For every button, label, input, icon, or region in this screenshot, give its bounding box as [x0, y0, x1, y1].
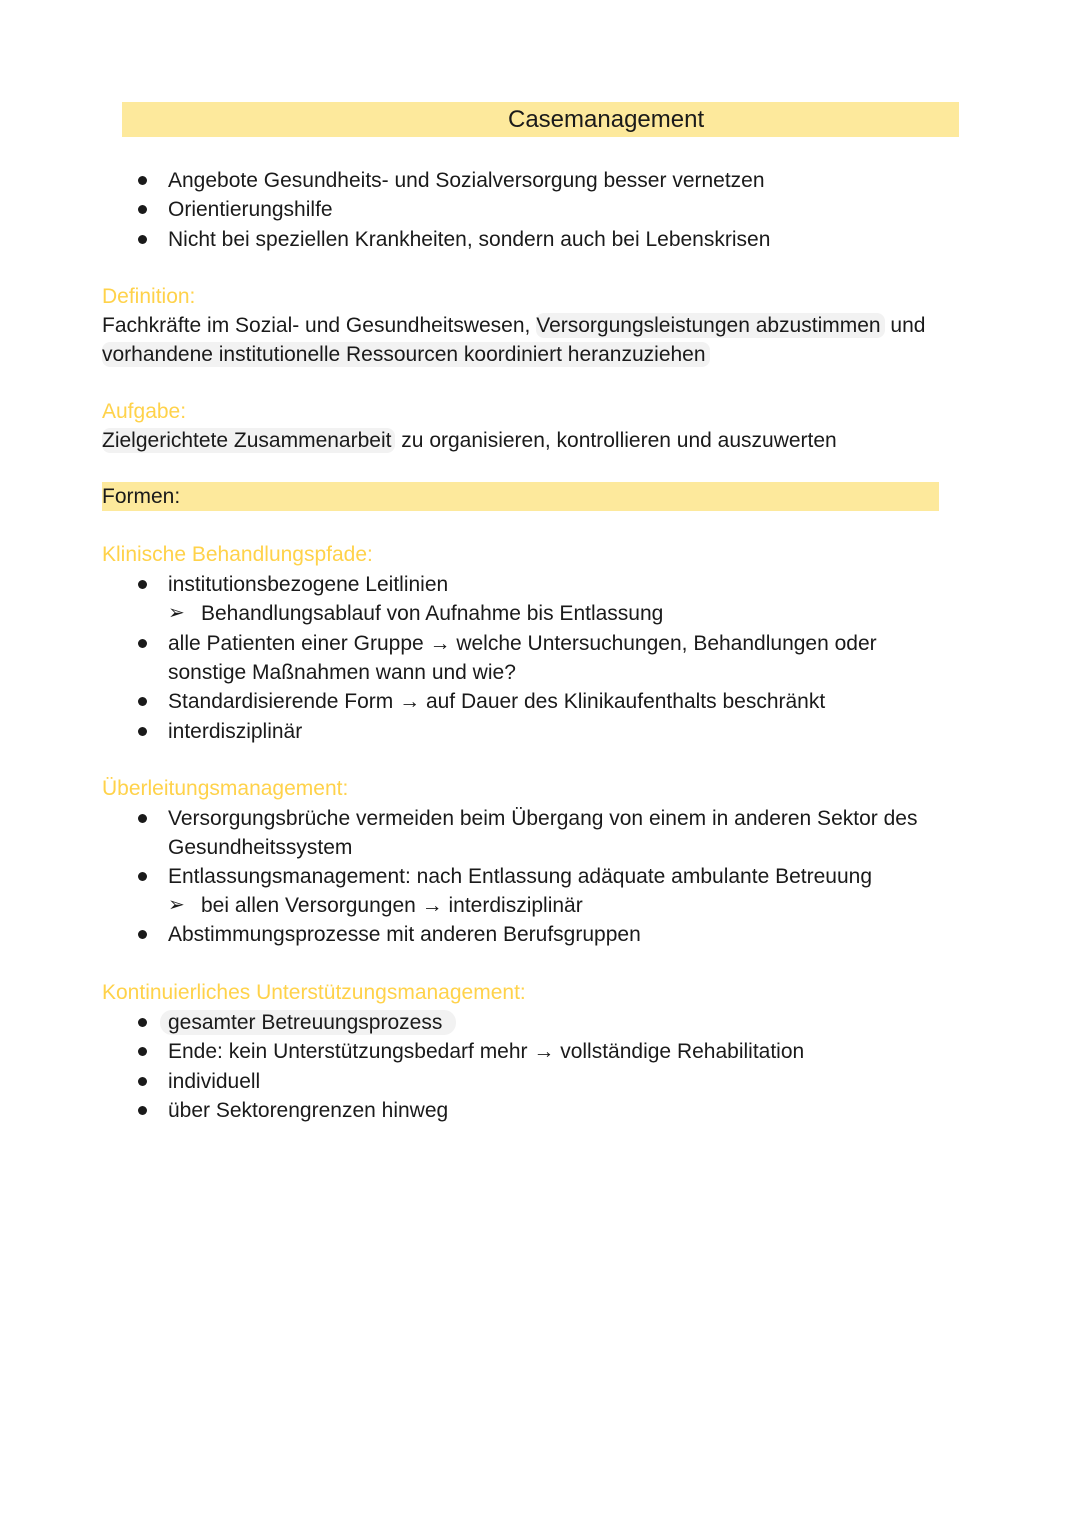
bullet-dot-icon: [138, 872, 147, 881]
bullet-dot-icon: [138, 235, 147, 244]
bullet-dot-icon: [138, 1018, 147, 1027]
bullet-dot-icon: [138, 1047, 147, 1056]
aufgabe-text: [102, 426, 837, 455]
ueberleitung-sub-bullet: bei allen Versorgungen → interdisziplinär: [201, 894, 583, 917]
bullet-dot-icon: [138, 930, 147, 939]
ueberleitung-bullet: Versorgungsbrüche vermeiden beim Übergang von einem in anderen Sektor des: [168, 807, 918, 830]
kontinuierlich-bullet: über Sektorengrenzen hinweg: [168, 1099, 449, 1122]
kontinuierlich-heading: Kontinuierliches Unterstützungsmanagement:: [102, 981, 526, 1004]
ueberleitung-heading: Überleitungsmanagement:: [102, 777, 349, 800]
klinische-bullet: Standardisierende Form → auf Dauer des Klinikaufenthalts beschränkt: [168, 690, 826, 713]
ueberleitung-bullet: Abstimmungsprozesse mit anderen Berufsgruppen: [168, 923, 641, 946]
aufgabe-heading: Aufgabe:: [102, 400, 187, 423]
formen-highlight: [102, 482, 939, 511]
klinische-bullet: interdisziplinär: [168, 720, 303, 743]
klinische-bullet: alle Patienten einer Gruppe → welche Untersuchungen, Behandlungen oder: [168, 632, 877, 655]
klinische-bullet-continuation: sonstige Maßnahmen wann und wie?: [168, 661, 516, 684]
aufgabe-highlight: Zielgerichtete Zusammenarbeit: [102, 428, 395, 453]
bullet-dot-icon: [138, 580, 147, 589]
klinische-bullet: institutionsbezogene Leitlinien: [168, 573, 449, 596]
klinische-sub-bullet: Behandlungsablauf von Aufnahme bis Entlassung: [201, 602, 664, 625]
bullet-dot-icon: [138, 1106, 147, 1115]
arrowhead-icon: ➢: [168, 602, 185, 624]
formen-heading: Formen:: [102, 485, 181, 508]
ueberleitung-bullet-continuation: Gesundheitssystem: [168, 836, 353, 859]
definition-highlight: vorhandene institutionelle Ressourcen koordiniert heranzuziehen: [102, 342, 710, 367]
intro-bullet: Angebote Gesundheits- und Sozialversorgung besser vernetzen: [168, 169, 765, 192]
bullet-dot-icon: [138, 1077, 147, 1086]
bullet-dot-icon: [138, 814, 147, 823]
bullet-dot-icon: [138, 697, 147, 706]
kontinuierlich-bullet: individuell: [168, 1070, 261, 1093]
kontinuierlich-bullet: Ende: kein Unterstützungsbedarf mehr → vollständige Rehabilitation: [168, 1040, 805, 1063]
intro-bullet: Orientierungshilfe: [168, 198, 333, 221]
kontinuierlich-bullet: [160, 1008, 456, 1037]
definition-text-line-2: [102, 340, 710, 369]
definition-text-part: Fachkräfte im Sozial- und Gesundheitswesen,: [102, 314, 537, 337]
intro-bullet: Nicht bei speziellen Krankheiten, sondern auch bei Lebenskrisen: [168, 228, 771, 251]
bullet-dot-icon: [138, 205, 147, 214]
ueberleitung-bullet: Entlassungsmanagement: nach Entlassung adäquate ambulante Betreuung: [168, 865, 872, 888]
bullet-dot-icon: [138, 727, 147, 736]
definition-highlight: Versorgungsleistungen abzustimmen: [536, 313, 884, 338]
definition-text-part: und: [884, 314, 926, 337]
bullet-dot-icon: [138, 639, 147, 648]
definition-heading: Definition:: [102, 285, 196, 308]
aufgabe-text-part: zu organisieren, kontrollieren und auszuwerten: [395, 429, 837, 452]
definition-text-line-1: [102, 311, 925, 340]
arrowhead-icon: ➢: [168, 894, 185, 916]
klinische-heading: Klinische Behandlungspfade:: [102, 543, 373, 566]
page-title: Casemanagement: [508, 106, 705, 133]
kontinuierlich-highlight: gesamter Betreuungsprozess: [160, 1010, 456, 1035]
bullet-dot-icon: [138, 176, 147, 185]
